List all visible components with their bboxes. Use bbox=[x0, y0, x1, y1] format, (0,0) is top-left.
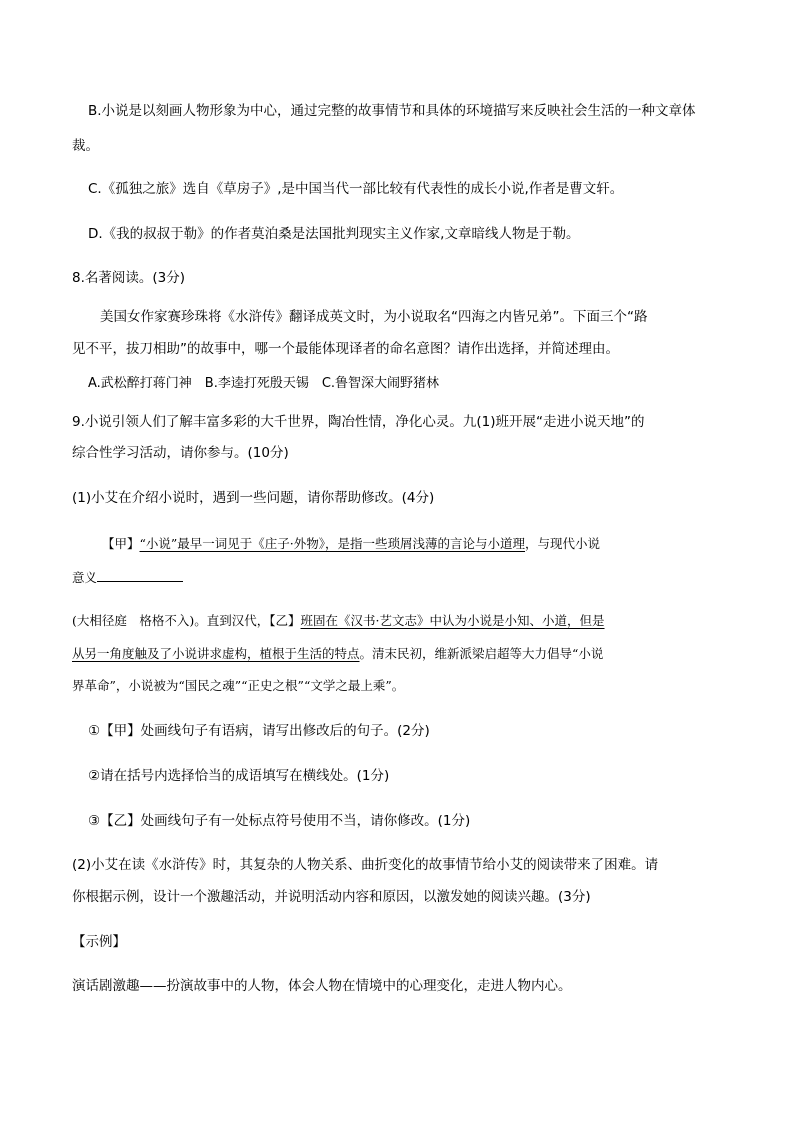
question-9-sub2-line1: (2)小艾在读《水浒传》时，其复杂的人物关系、曲折变化的故事情节给小艾的阅读带来了困难。请 bbox=[72, 857, 659, 873]
task-1: ①【甲】处画线句子有语病，请写出修改后的句子。(2分) bbox=[88, 723, 430, 739]
question-9-title-line2: 综合性学习活动，请你参与。(10分) bbox=[72, 445, 289, 461]
option-d: D.《我的叔叔于勒》的作者莫泊桑是法国批判现实主义作家,文章暗线人物是于勒。 bbox=[88, 226, 580, 242]
question-9-sub2-line2: 你根据示例，设计一个激趣活动，并说明活动内容和原因，以激发她的阅读兴趣。(3分) bbox=[72, 889, 591, 905]
answer-blank[interactable] bbox=[97, 569, 183, 582]
passage-line4 bbox=[72, 645, 603, 663]
jia-underlined-sentence: “小说”最早一词见于《庄子·外物》，是指一些琐屑浅薄的言论与小道理 bbox=[139, 536, 526, 551]
yi-underlined-part1: 班固在《汉书·艺文志》中认为小说是小知、小道，但是 bbox=[300, 613, 605, 628]
jia-tag: 【甲】 bbox=[102, 536, 140, 551]
example-text: 演话剧激趣——扮演故事中的人物，体会人物在情境中的心理变化，走进人物内心。 bbox=[72, 978, 572, 994]
passage-line5: 界革命”，小说被为“国民之魂”“正史之根”“文学之最上乘”。 bbox=[72, 678, 405, 693]
task-3: ③【乙】处画线句子有一处标点符号使用不当，请你修改。(1分) bbox=[88, 813, 471, 829]
passage-line3 bbox=[72, 612, 605, 630]
question-8-body-line2: 见不平，拔刀相助”的故事中，哪一个最能体现译者的命名意图？请作出选择，并简述理由。 bbox=[72, 341, 619, 357]
yi-tag: 【乙】 bbox=[269, 613, 301, 628]
question-8-body-line1: 美国女作家赛珍珠将《水浒传》翻译成英文时，为小说取名“四海之内皆兄弟”。下面三个“路 bbox=[100, 309, 648, 325]
jia-rest: ，与现代小说 bbox=[525, 536, 601, 551]
passage-line4-rest: 。清末民初，维新派梁启超等大力倡导“小说 bbox=[359, 646, 604, 661]
passage-line1 bbox=[102, 535, 600, 553]
yi-underlined-part2: 从另一角度触及了小说讲求虚构，植根于生活的特点 bbox=[72, 646, 360, 661]
passage-line2 bbox=[72, 569, 183, 587]
example-label: 【示例】 bbox=[72, 934, 126, 950]
question-8-options: A.武松醉打蒋门神 B.李逵打死殷天锡 C.鲁智深大闹野猪林 bbox=[88, 376, 440, 391]
question-9-title-line1: 9.小说引领人们了解丰富多彩的大千世界，陶冶性情，净化心灵。九(1)班开展“走进小说天地”的 bbox=[72, 414, 645, 430]
question-9-sub1: (1)小艾在介绍小说时，遇到一些问题，请你帮助修改。(4分) bbox=[72, 490, 435, 506]
option-c: C.《孤独之旅》选自《草房子》,是中国当代一部比较有代表性的成长小说,作者是曹文轩。 bbox=[88, 181, 624, 197]
task-2: ②请在括号内选择恰当的成语填写在横线处。(1分) bbox=[88, 768, 390, 784]
option-b-line2: 裁。 bbox=[72, 138, 99, 154]
idiom-options: (大相径庭 格格不入)。直到汉代， bbox=[72, 613, 270, 628]
question-8-title: 8.名著阅读。(3分) bbox=[72, 270, 186, 286]
passage-line2-prefix: 意义 bbox=[72, 570, 98, 585]
option-b-line1: B.小说是以刻画人物形象为中心，通过完整的故事情节和具体的环境描写来反映社会生活的一种文章体 bbox=[88, 103, 696, 119]
